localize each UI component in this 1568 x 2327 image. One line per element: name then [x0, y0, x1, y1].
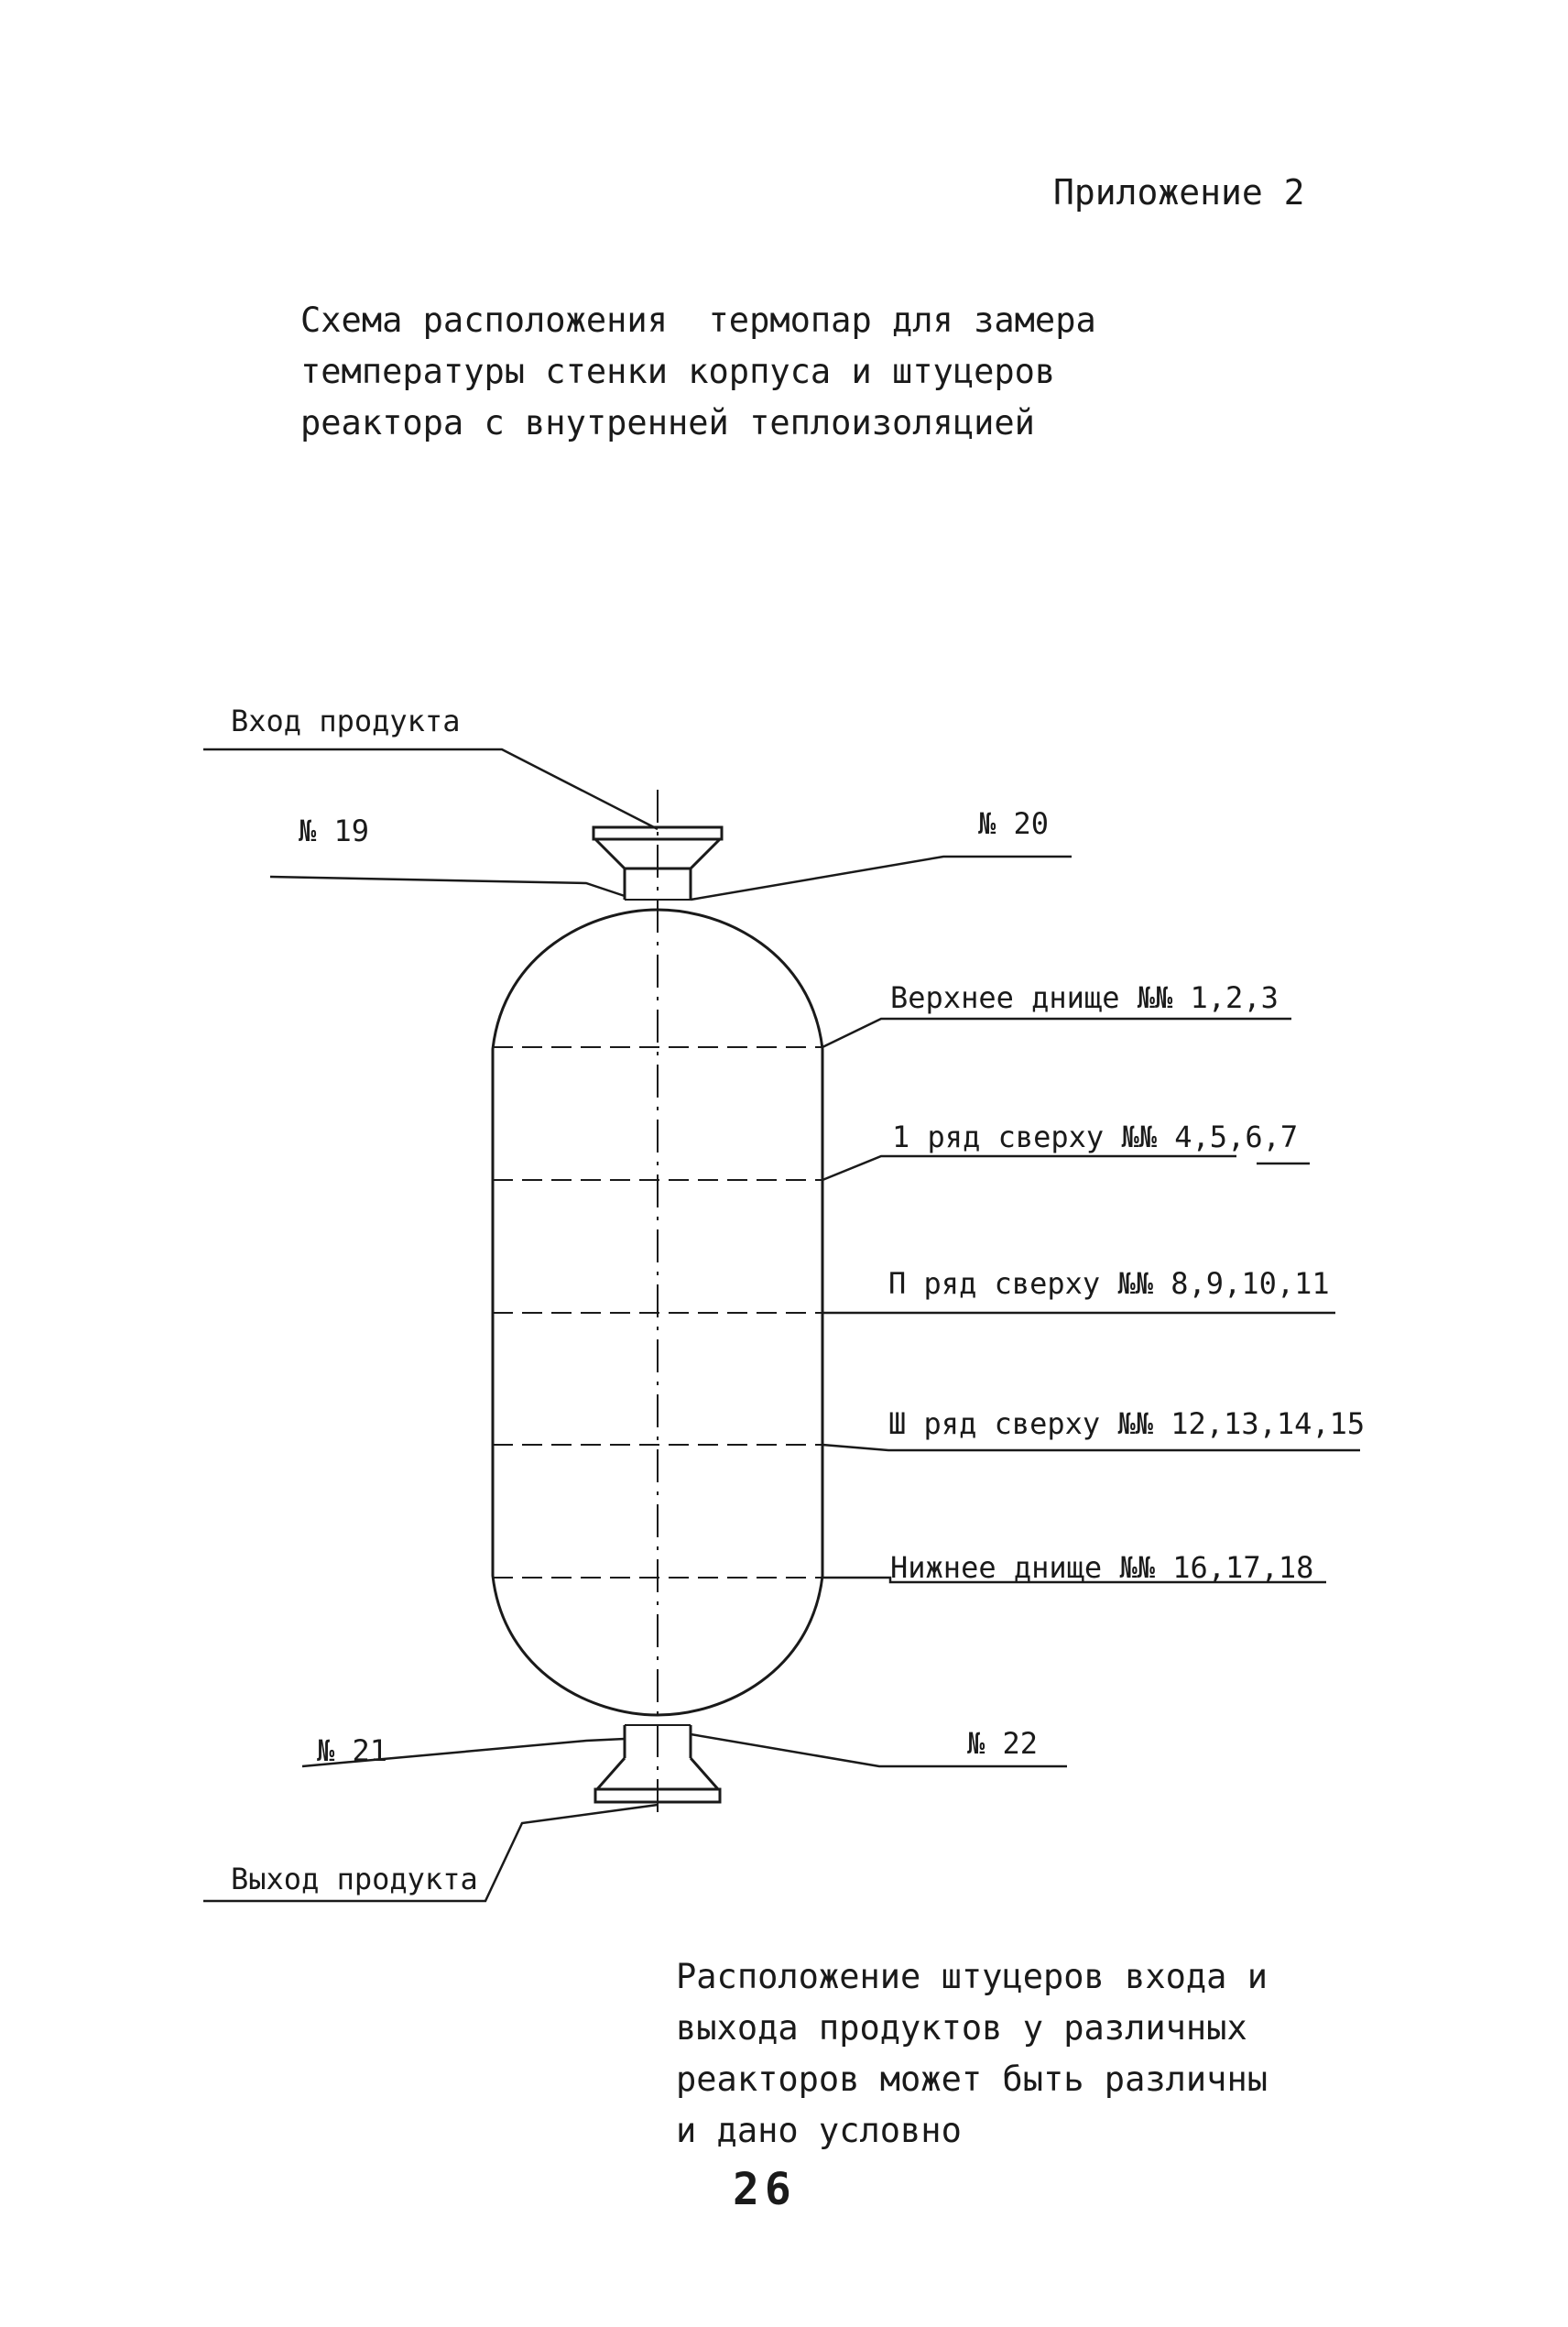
leader-top-head — [822, 1019, 1291, 1047]
page-number: 26 — [733, 2164, 797, 2215]
leader-inlet — [203, 749, 658, 829]
note-line-4: и дано условно — [676, 2111, 962, 2150]
note-line-2: выхода продуктов у различных — [676, 2008, 1247, 2048]
appendix-label: Приложение 2 — [1053, 172, 1305, 213]
footnote — [676, 1951, 1268, 2157]
label-row1: 1 ряд сверху №№ 4,5,6,7 — [892, 1120, 1299, 1154]
leader-n19 — [270, 877, 625, 896]
title-line-2: температуры стенки корпуса и штуцеров — [300, 352, 1056, 391]
label-outlet: Выход продукта — [231, 1862, 478, 1896]
title-line-1: Схема расположения термопар для замера — [300, 300, 1096, 340]
label-top-head: Верхнее днище №№ 1,2,3 — [890, 980, 1279, 1015]
title-line-3: реактора с внутренней теплоизоляцией — [300, 403, 1035, 442]
leader-row3 — [822, 1445, 1360, 1450]
label-bottom-head: Нижнее днище №№ 16,17,18 — [890, 1550, 1314, 1585]
note-line-3: реакторов может быть различны — [676, 2059, 1269, 2099]
label-n19: № 19 — [299, 814, 370, 848]
leader-row1 — [822, 1156, 1236, 1180]
label-inlet: Вход продукта — [231, 704, 461, 738]
label-row3: Ш ряд сверху №№ 12,13,14,15 — [888, 1406, 1366, 1441]
leader-n20 — [691, 857, 1072, 900]
label-n21: № 21 — [317, 1733, 388, 1768]
label-n22: № 22 — [967, 1726, 1039, 1761]
label-row2: П ряд сверху №№ 8,9,10,11 — [888, 1266, 1330, 1301]
note-line-1: Расположение штуцеров входа и — [676, 1957, 1269, 1996]
label-n20: № 20 — [978, 806, 1050, 841]
